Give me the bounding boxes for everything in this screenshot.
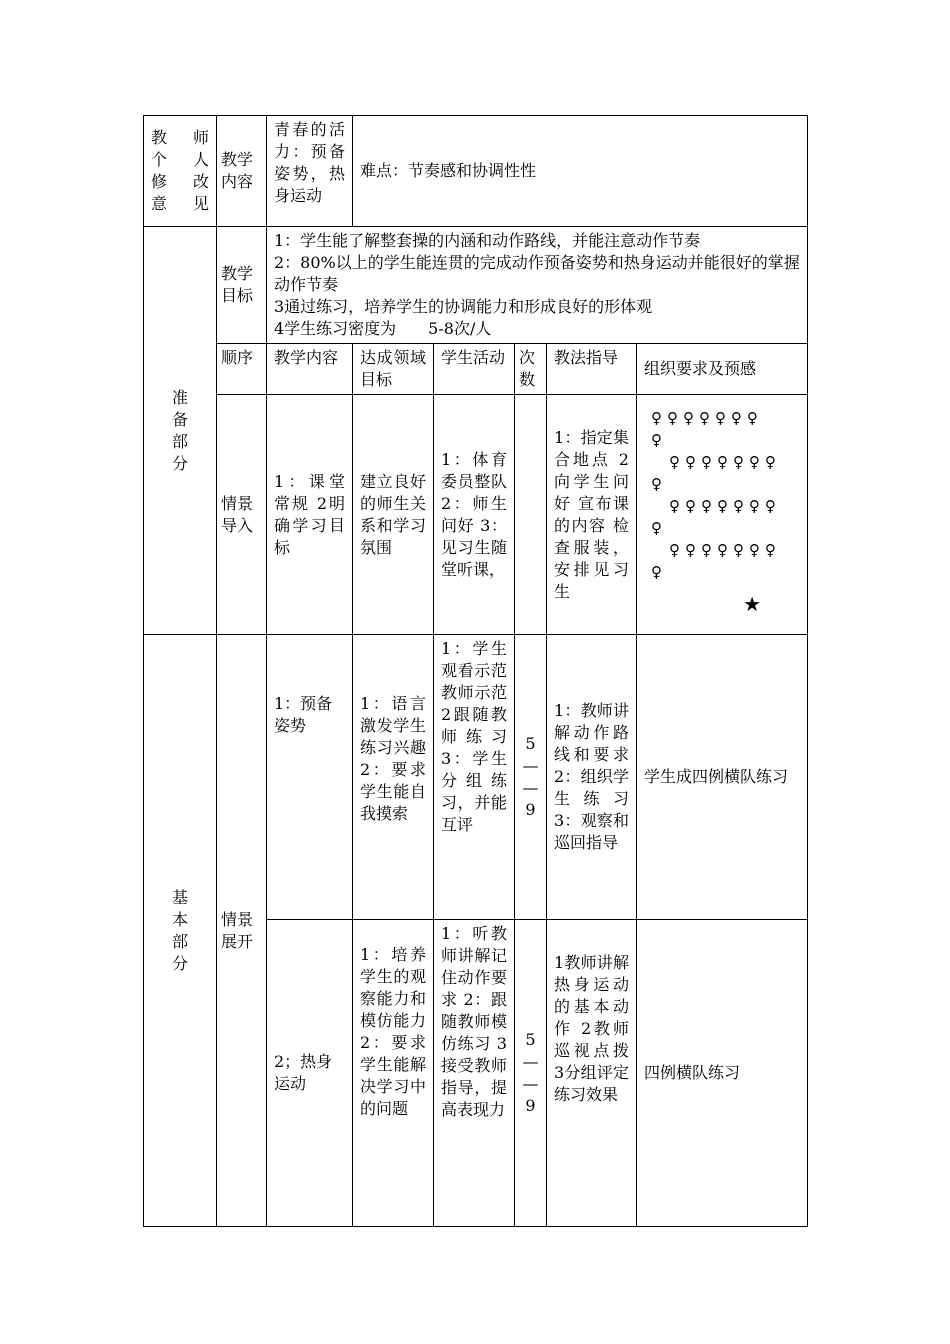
- col-header-activity: 学生活动: [434, 344, 515, 395]
- col-header-method: 教法指导: [547, 344, 637, 395]
- basic-method: 1教师讲解热身运动的基本动作 2教师巡视点拨 3分组评定练习效果: [547, 920, 637, 1227]
- intro-label: 情景导入: [217, 395, 267, 635]
- content-value: 青春的活力：预备姿势，热身运动: [267, 116, 353, 227]
- formation-row: ♀♀♀♀♀♀♀: [669, 541, 781, 559]
- formation-row: ♀♀♀♀♀♀♀: [669, 497, 781, 515]
- basic-domain: 1：语言激发学生练习兴趣 2：要求学生能自我摸索: [353, 635, 434, 920]
- col-header-content: 教学内容: [267, 344, 353, 395]
- intro-times: [515, 395, 547, 635]
- prep-section-label: 准备部分: [144, 227, 217, 635]
- formation-row: ♀: [651, 475, 667, 493]
- content-label: 教学内容: [217, 116, 267, 227]
- intro-row: [144, 395, 808, 635]
- intro-domain: 建立良好的师生关系和学习氛围: [353, 395, 434, 635]
- times-dash: —: [522, 1074, 539, 1093]
- basic-method: 1：教师讲解动作路线和要求 2：组织学生练习 3：观察和巡回指导: [547, 635, 637, 920]
- times-dash: —: [522, 756, 539, 775]
- times-dash: —: [522, 778, 539, 797]
- basic-activity: 1：学生观看示范教师示范 2跟随教师练习 3：学生分组练习，并能互评: [434, 635, 515, 920]
- col-header-domain: 达成领域目标: [353, 344, 434, 395]
- goal-item: 4学生练习密度为 5-8次/人: [274, 319, 492, 338]
- formation-row: ♀: [651, 519, 667, 537]
- basic-org: 学生成四例横队练习: [637, 635, 808, 920]
- intro-method: 1：指定集合地点 2向学生问好 宣布课的内容 检查服装，安排见习生: [547, 395, 637, 635]
- times-end: 9: [525, 800, 536, 819]
- col-header-order: 顺序: [217, 344, 267, 395]
- teacher-opinion-label: 教 师 个 人 修 改 意见: [144, 116, 217, 227]
- goals-list: [267, 227, 808, 344]
- lesson-plan-table: [143, 115, 808, 1227]
- intro-content: 1：课堂常规 2明确学习目标: [267, 395, 353, 635]
- formation-row: ♀: [651, 563, 667, 581]
- goal-item: 3通过练习，培养学生的协调能力和形成良好的形体观: [274, 297, 653, 316]
- basic-row-1: [144, 635, 808, 920]
- formation-row: ♀♀♀♀♀♀♀: [669, 453, 781, 471]
- basic-times: [515, 920, 547, 1227]
- column-header-row: [144, 344, 808, 395]
- basic-content: 1：预备姿势: [267, 635, 353, 920]
- goals-row: [144, 227, 808, 344]
- basic-times: [515, 635, 547, 920]
- header-row: [144, 116, 808, 227]
- times-dash: —: [522, 1052, 539, 1071]
- goal-item: 2：80%以上的学生能连贯的完成动作预备姿势和热身运动并能很好的掌握动作节奏: [274, 253, 800, 294]
- intro-formation: [637, 395, 808, 635]
- basic-label: 情景展开: [217, 635, 267, 1227]
- basic-content: 2；热身运动: [267, 920, 353, 1227]
- col-header-org: 组织要求及预感: [637, 344, 808, 395]
- formation-row: ♀♀♀♀♀♀♀: [651, 409, 763, 427]
- difficulty: 难点：节奏感和协调性性: [353, 116, 808, 227]
- times-start: 5: [525, 1030, 536, 1049]
- basic-section-label: 基本部分: [144, 635, 217, 1227]
- times-end: 9: [525, 1096, 536, 1115]
- formation-row: ♀: [651, 431, 667, 449]
- teacher-star-icon: ★: [743, 592, 761, 616]
- basic-activity: 1：听教师讲解记住动作要求 2：跟随教师模仿练习 3接受教师指导，提高表现力: [434, 920, 515, 1227]
- basic-org: 四例横队练习: [637, 920, 808, 1227]
- goal-item: 1：学生能了解整套操的内涵和动作路线，并能注意动作节奏: [274, 231, 701, 250]
- col-header-times: 次数: [515, 344, 547, 395]
- intro-activity: 1：体育委员整队 2：师生问好 3：见习生随堂听课，: [434, 395, 515, 635]
- basic-domain: 1：培养学生的观察能力和模仿能力 2：要求学生能解决学习中的问题: [353, 920, 434, 1227]
- times-start: 5: [525, 734, 536, 753]
- goals-label: 教学目标: [217, 227, 267, 344]
